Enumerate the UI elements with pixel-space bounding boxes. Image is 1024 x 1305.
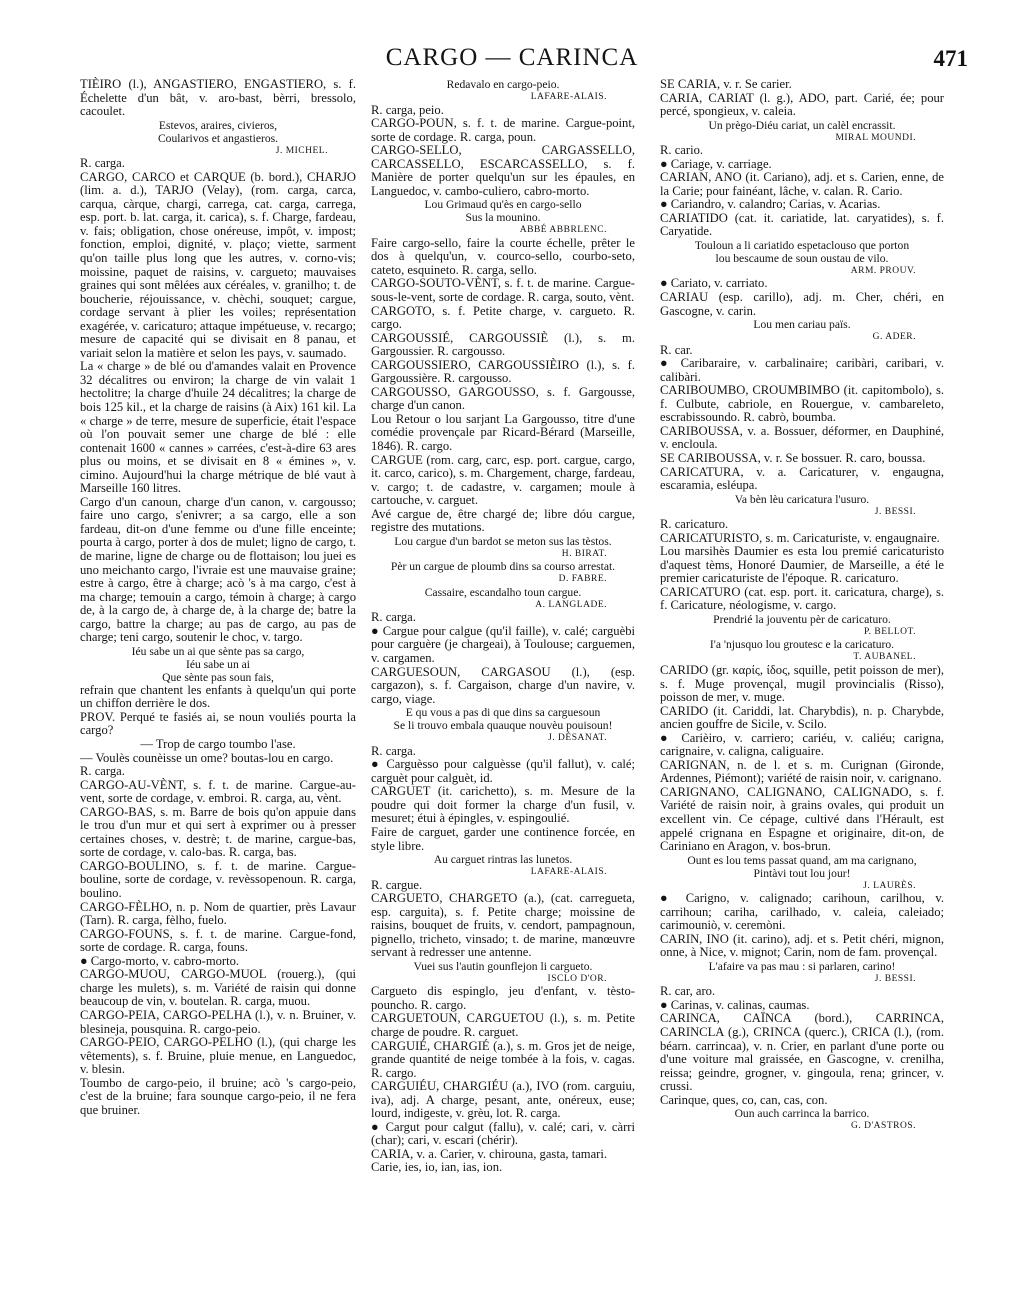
citation-author: J. LAURÈS.: [863, 880, 916, 891]
citation-quote: Prendrié la jouventu pèr de caricaturo.: [713, 612, 891, 626]
dictionary-entry: La « charge » de blé ou d'amandes valait en Provence 32 décalitres ou environ; la charge de vin valait 1 hectolitre; la charge d'huile 24 décalitres; la charge de bois 125 kil., et la charge de raisins (à Aix) 161 kil. La « charge » de terre, mesure de superficie, était l'espace où l'on pouvait semer une charge de blé : elle contenait 1600 « cannes » carrées, c'est-à-dire 63 ares plus ou moins, et se divisait en 8 « émines », v. cimino. Aujourd'hui la charge métrique de blé vaut à Marseille 160 litres.: [80, 359, 356, 496]
dictionary-entry: ● Cariandro, v. calandro; Carias, v. Acarias.: [660, 197, 881, 212]
dictionary-entry: ● Carigno, v. calignado; carihoun, carilhou, v. carrihoun; cariha, carilhado, v. caleia, caleiado; carimouniò, v. ceremòni.: [660, 891, 944, 933]
dictionary-entry: CARGUIÉU, CHARGIÉU (a.), IVO (rom. carguiu, iva), adj. A charge, pesant, ante, onéreux, euse; lourd, indigeste, v. grèu, lot. R. carga.: [371, 1079, 635, 1121]
citation-author: H. BIRAT.: [561, 548, 607, 559]
citation-author: LAFARE-ALAIS.: [530, 92, 607, 102]
dictionary-entry: ● Carièiro, v. carriero; cariéu, v. caliéu; carigna, carignaire, v. caligna, caliguaire.: [660, 730, 944, 759]
citation-quote: Au carguet rintras las lunetos.: [433, 853, 573, 867]
citation-quote: Estevos, araires, civieros, Coularivos et angastieros.: [157, 118, 279, 145]
dictionary-entry: R. car.: [660, 342, 693, 357]
dictionary-entry: CARIN, INO (it. carino), adj. et s. Petit chéri, mignon, onne, à Nice, v. mignot; Carin, nom de fam. provençal.: [660, 931, 944, 960]
dictionary-entry: — Voulès counèisse un ome? boutas-lou en cargo.: [80, 750, 334, 765]
dictionary-entry: Carinque, ques, co, can, cas, con.: [660, 1092, 828, 1107]
citation-author: P. BELLOT.: [863, 626, 916, 637]
proverb-line: — Trop de cargo toumbo l'ase.: [140, 737, 296, 752]
citation-quote: Ount es lou tems passat quand, am ma carignano, Pintàvi tout lou jour!: [687, 853, 917, 880]
dictionary-entry: CARIGNANO, CALIGNANO, CALIGNADO, s. f. Variété de raisin noir, à grains ovales, qui produit un excellent vin. Ce cépage, cultivé dans l'Hérault, est appelé crignana en Espagne et originaire, dit-on, de Cariniano en Aragon, v. bos-brun.: [660, 784, 944, 854]
citation-quote: L'afaire va pas mau : si parlaren, carino!: [708, 959, 896, 973]
dictionary-entry: TIÈIRO (l.), ANGASTIERO, ENGASTIERO, s. f. Échelette d'un bât, v. aro-bast, bèrri, bressolo, cacoulet.: [80, 77, 356, 119]
dictionary-entry: CARGO, CARCO et CARQUE (b. bord.), CHARJO (lim. a. d.), TARJO (Velay), (rom. carga, carca, carqua, càrque, chargi, carrega, cat. carga, carrega, esp. port. b. lat. carga, it. carica), s. f. Charge, fardeau, v. fais; obligation, chose onéreuse, impôt, v. impost; fonction, emploi, dignité, v. plaço; viette, sarment qu'on taille plus long que les autres, v. corno-vis; moissine, paquet de raisins, v. cargueto; mauvaises graines qui sont mêlées aux céréales, v. granilho; t. de boucherie, réjouissance, v. chèchi, souquet; cargue, cordage servant à plier les voiles; représentation exagérée, v. caricaturo; attaque impétueuse, v. recargo; mesure de capacité qui se divisait en 8 panau, et variait selon la matière et selon les pays, v. saumado.: [80, 169, 356, 360]
dictionary-entry: CARIDO (it. Cariddi, lat. Charybdis), n. p. Charybde, ancien gouffre de Sicile, v. Scilo.: [660, 703, 944, 732]
citation-quote: E qu vous a pas di que dins sa carguesoun Se li trouvo embala quauque nouvèu pouisoun!: [393, 706, 613, 733]
citation-author: D. FABRE.: [558, 574, 607, 585]
dictionary-entry: R. carga.: [80, 764, 125, 779]
dictionary-entry: CARGUE (rom. carg, carc, esp. port. cargue, cargo, it. carco, carico), s. m. Chargement, charge, fardeau, v. cargo; t. de cadastre, v. cargamen; moule à cartouche, v. carguet.: [371, 452, 635, 508]
dictionary-entry: ● Cariage, v. carriage.: [660, 156, 772, 171]
dictionary-entry: ● Caribaraire, v. carbalinaire; caribàri, caribari, v. calibàri.: [660, 356, 944, 384]
dictionary-entry: CARIBOUSSA, v. a. Bossuer, déformer, en Dauphiné, v. encloula.: [660, 423, 944, 452]
dictionary-entry: CARICATURISTO, s. m. Caricaturiste, v. engaugnaire.: [660, 530, 940, 545]
dictionary-entry: R. car, aro.: [660, 984, 716, 999]
dictionary-entry: CARIDO (gr. καρίς, ίδος, squille, petit poisson de mer), s. f. Muge provençal, mugil provincialis (Risso), poisson de mer, v. muge.: [660, 662, 944, 705]
dictionary-entry: CARGUIÉ, CHARGIÉ (a.), s. m. Gros jet de neige, grande quantité de neige tombée à la fois, v. cagas. R. cargo.: [371, 1038, 635, 1080]
dictionary-entry: SE CARIBOUSSA, v. r. Se bossuer. R. caro, boussa.: [660, 450, 926, 465]
dictionary-entry: CARGO-SELLO, CARGASSELLO, CARCASSELLO, ESCARCASSELLO, s. f. Manière de porter quelqu'un sur les épaules, en Languedoc, v. cambo-culiero, cabro-morto.: [371, 143, 635, 198]
dictionary-entry: R. carga.: [80, 156, 125, 171]
dictionary-entry: CARGOUSSO, GARGOUSSO, s. f. Gargousse, charge d'un canon.: [371, 384, 635, 413]
dictionary-entry: CARGO-PEIA, CARGO-PELHA (l.), v. n. Bruiner, v. blesineja, pousquina. R. cargo-peio.: [80, 1007, 356, 1036]
dictionary-entry: CARGUESOUN, CARGASOU (l.), (esp. cargazon), s. f. Cargaison, charge d'un navire, v. cargo, viage.: [371, 664, 635, 706]
citation-author: G. ADER.: [872, 332, 916, 343]
dictionary-entry: ● Cariato, v. carriato.: [660, 276, 768, 291]
citation-quote: Iéu sabe un ai que sènte pas sa cargo, Iéu sabe un ai Que sènte pas soun fais,: [131, 644, 305, 684]
running-title: CARGO — CARINCA: [385, 44, 639, 71]
column-middle: [371, 78, 635, 1175]
citation-author: J. BESSI.: [874, 973, 916, 984]
dictionary-entry: CARIA, v. a. Carier, v. chirouna, gasta, tamari.: [371, 1146, 608, 1161]
dictionary-entry: Toumbo de cargo-peio, il bruine; acò 's cargo-peio, c'est de la bruine; fara sounque cargo-peio, il ne fera que bruiner.: [80, 1075, 356, 1117]
citation-author: T. AUBANEL.: [853, 652, 916, 663]
page-number: 471: [933, 46, 968, 71]
dictionary-entry: Faire cargo-sello, faire la courte échelle, prêter le dos à quelqu'un, v. courco-sello, courbo-seto, cateto, esquineto. R. carga, sello.: [371, 235, 635, 277]
dictionary-entry: CARGO-AU-VÈNT, s. f. t. de marine. Cargue-au-vent, sorte de cordage, v. embroi. R. carga, au, vènt.: [80, 777, 356, 806]
citation-quote: Touloun a li cariatido espetaclouso que porton lou bescaume de soun oustau de vilo.: [694, 238, 910, 265]
dictionary-entry: CARIA, CARIAT (l. g.), ADO, part. Carié, ée; pour percé, spongieux, v. caleia.: [660, 90, 944, 119]
dictionary-entry: CARGO-MUOU, CARGO-MUOL (rouerg.), (qui charge les mulets), s. m. Variété de raisin qui donne beaucoup de vin, v. boutelan. R. carga, muou.: [80, 967, 356, 1009]
dictionary-entry: ● Cargue pour calgue (qu'il faille), v. calé; carguèbi pour carguère (je chargeai), à Toulouse; carguemen, v. cargamen.: [371, 623, 635, 665]
dictionary-entry: CARGUET (it. carichetto), s. m. Mesure de la poudre qui doit former la charge d'un fusil, v. mesuret; étui à épingles, v. espingoulié.: [371, 784, 635, 826]
dictionary-entry: CARIATIDO (cat. it. cariatide, lat. caryatides), s. f. Caryatide.: [660, 210, 944, 239]
dictionary-entry: R. cargue.: [371, 877, 423, 892]
citation-author: ISCLO D'OR.: [547, 973, 607, 984]
dictionary-entry: CARGO-FÈLHO, n. p. Nom de quartier, près Lavaur (Tarn). R. carga, fèlho, fuelo.: [80, 899, 356, 928]
dictionary-entry: CARGO-SOUTO-VÈNT, s. f. t. de marine. Cargue-sous-le-vent, sorte de cordage. R. carga, souto, vènt.: [371, 276, 635, 305]
citation-author: MIRAL MOUNDI.: [835, 132, 916, 143]
dictionary-entry: CARGO-PEIO, CARGO-PELHO (l.), (qui charge les vêtements), s. f. Bruine, pluie menue, en Languedoc, v. blesin.: [80, 1035, 356, 1077]
citation-quote: Va bèn lèu caricatura l'usuro.: [734, 492, 870, 506]
citation-author: ABBÉ ABBRLENC.: [519, 225, 607, 236]
dictionary-entry: refrain que chantent les enfants à quelqu'un qui porte un chiffon derrière le dos.: [80, 682, 356, 711]
citation-quote: Oun auch carrinca la barrico.: [734, 1107, 870, 1121]
citation-author: LAFARE-ALAIS.: [530, 867, 607, 878]
citation-author: J. MICHEL.: [275, 145, 328, 156]
dictionary-entry: CARGO-BAS, s. m. Barre de bois qu'on appuie dans le trou d'un mur et qui sert à exprimer ou à presser certaines choses, v. destrè; t. de marine, cargue-bas, sorte de cordage, v. calo-bas. R. carga, bas.: [80, 804, 356, 860]
dictionary-entry: Carie, ies, io, ian, ias, ion.: [371, 1160, 503, 1175]
column-left: [80, 78, 356, 1117]
dictionary-entry: CARIGNAN, n. de l. et s. m. Curignan (Gironde, Ardennes, Piémont); variété de raisin noir, v. carignano.: [660, 757, 944, 786]
citation-quote: Redavalo en cargo-peio.: [446, 78, 560, 91]
citation-quote: Un prègo-Diéu cariat, un calèl encrassit.: [708, 118, 896, 132]
dictionary-entry: R. cario.: [660, 143, 704, 158]
dictionary-entry: CARGOUSSIERO, CARGOUSSIÈIRO (l.), s. f. Gargoussière. R. cargousso.: [371, 357, 635, 386]
dictionary-entry: CARGO-POUN, s. f. t. de marine. Cargue-point, sorte de cordage. R. carga, poun.: [371, 116, 635, 144]
dictionary-entry: R. carga.: [371, 610, 416, 625]
dictionary-entry: R. carga.: [371, 743, 416, 758]
citation-quote: I'a 'njusquo lou groutesc e la caricaturo.: [709, 638, 895, 652]
dictionary-entry: Lou Retour o lou sarjant La Gargousso, titre d'une comédie provençale par Ricard-Bérard (Marseille, 1846). R. cargo.: [371, 411, 635, 454]
citation-author: G. D'ASTROS.: [851, 1121, 916, 1132]
dictionary-entry: CARICATURO (cat. esp. port. it. caricatura, charge), s. f. Caricature, néologisme, v. cargo.: [660, 584, 944, 613]
dictionary-entry: Cargueto dis espinglo, jeu d'enfant, v. tèsto-pouncho. R. cargo.: [371, 984, 635, 1012]
dictionary-entry: CARIBOUMBO, CROUMBIMBO (it. capitombolo), s. f. Culbute, cabriole, en Rouergue, v. cambareleto, escrabissoundo. R. cabrò, boumba.: [660, 383, 944, 425]
dictionary-entry: ● Cargo-morto, v. cabro-morto.: [80, 953, 240, 968]
dictionary-entry: CARIAU (esp. carillo), adj. m. Cher, chéri, en Gascogne, v. carin.: [660, 290, 944, 318]
dictionary-entry: CARGOUSSIÉ, CARGOUSSIÈ (l.), s. m. Gargoussier. R. cargousso.: [371, 330, 635, 359]
citation-quote: Vuei sus l'autin gounflejon li cargueto.: [413, 959, 593, 973]
dictionary-entry: ● Carguèsso pour calguèsse (qu'il fallut), v. calé; carguèt pour calguèt, id.: [371, 757, 635, 785]
dictionary-entry: CARGO-FOUNS, s. f. t. de marine. Cargue-fond, sorte de cordage. R. carga, founs.: [80, 926, 356, 955]
dictionary-entry: CARGUETOUN, CARGUETOU (l.), s. m. Petite charge de poudre. R. carguet.: [371, 1011, 635, 1039]
dictionary-entry: CARINCA, CAÏNCA (bord.), CARRINCA, CARINCLA (g.), CRINCA (querc.), CRICA (l.), (rom. béarn. carrincaa), v. n. Crier, en parlant d'une porte ou d'une voiture mal graissée, en Gascogne, v. crenilha, reissa; geindre, grogner, v. gingoula, rena; grincer, v. crussi.: [660, 1011, 944, 1094]
dictionary-entry: CARIAN, ANO (it. Cariano), adj. et s. Carien, enne, de la Carie; pour fainéant, lâche, v. calan. R. Cario.: [660, 170, 944, 198]
dictionary-entry: ● Cargut pour calgut (fallu), v. calé; cari, v. càrri (char); cari, v. escari (chérir).: [371, 1119, 635, 1148]
dictionary-entry: CARGUETO, CHARGETO (a.), (cat. carregueta, esp. carguita), s. f. Petite charge; moissine de raisins, bouquet de fruits, v. cendort, pampagnoun, pignello, tricheto, vinsado; t. de marine, manœuvre servant à redresser une antenne.: [371, 891, 635, 960]
citation-quote: Lou men cariau païs.: [753, 318, 851, 332]
dictionary-entry: CARGOTO, s. f. Petite charge, v. cargueto. R. cargo.: [371, 303, 635, 332]
citation-author: A. LANGLADE.: [535, 599, 607, 610]
dictionary-entry: ● Carinas, v. calinas, caumas.: [660, 997, 810, 1012]
citation-author: J. BESSI.: [874, 506, 916, 517]
dictionary-entry: SE CARIA, v. r. Se carier.: [660, 77, 792, 91]
dictionary-entry: R. caricaturo.: [660, 517, 729, 532]
dictionary-entry: PROV. Perqué te fasiés ai, se noun vouliés pourta la cargo?: [80, 709, 356, 738]
dictionary-entry: CARICATURA, v. a. Caricaturer, v. engaugna, escaramia, esléupa.: [660, 464, 944, 493]
citation-quote: Lou Grimaud qu'ès en cargo-sello Sus la mounino.: [424, 198, 582, 225]
dictionary-entry: Faire de carguet, garder une continence forcée, en style libre.: [371, 824, 635, 853]
citation-quote: Pèr un cargue de ploumb dins sa courso arrestat.: [390, 560, 616, 574]
citation-quote: Lou cargue d'un bardot se meton sus las tèstos.: [394, 534, 612, 548]
dictionary-entry: Lou marsihès Daumier es esta lou premié caricaturisto d'aquest tèms, Honoré Daumier, de Marseille, a été le premier caricaturiste de l'époque. R. caricaturo.: [660, 544, 944, 586]
dictionary-entry: Avé cargue de, être chargé de; libre dóu cargue, registre des mutations.: [371, 506, 635, 535]
dictionary-entry: Cargo d'un canoun, charge d'un canon, v. cargousso; faire uno cargo, s'enivrer; a sa cargo, elle a son fardeau, dit-on d'une femme ou d'une fille enceinte; pourta à cargo, porter à dos de mulet; ligno de cargo, t. de marine, ligne de charge ou de flottaison; lou juei es uno meichanto cargo, l'ivraie est une mauvaise graine; estre à cargo, être à charge; acò 's à ma cargo, c'est à ma charge; temouin a cargo, témoin à charge; à cargo de, à la cargo de, à charge de, à la charge de; batre la cargo, battre la charge; au pas de cargo, au pas de charge; teni cargo, soutenir le choc, v. targo.: [80, 494, 356, 645]
citation-quote: Cassaire, escandalho toun cargue.: [424, 585, 582, 599]
column-right: [660, 78, 944, 1133]
page-header: [0, 44, 1024, 74]
citation-author: ARM. PROUV.: [850, 265, 916, 276]
dictionary-entry: CARGO-BOULINO, s. f. t. de marine. Cargue-bouline, sorte de cordage, v. revèssopenoun. R. carga, boulino.: [80, 858, 356, 901]
dictionary-entry: R. carga, peio.: [371, 102, 444, 117]
citation-author: J. DÉSANAT.: [548, 733, 607, 744]
